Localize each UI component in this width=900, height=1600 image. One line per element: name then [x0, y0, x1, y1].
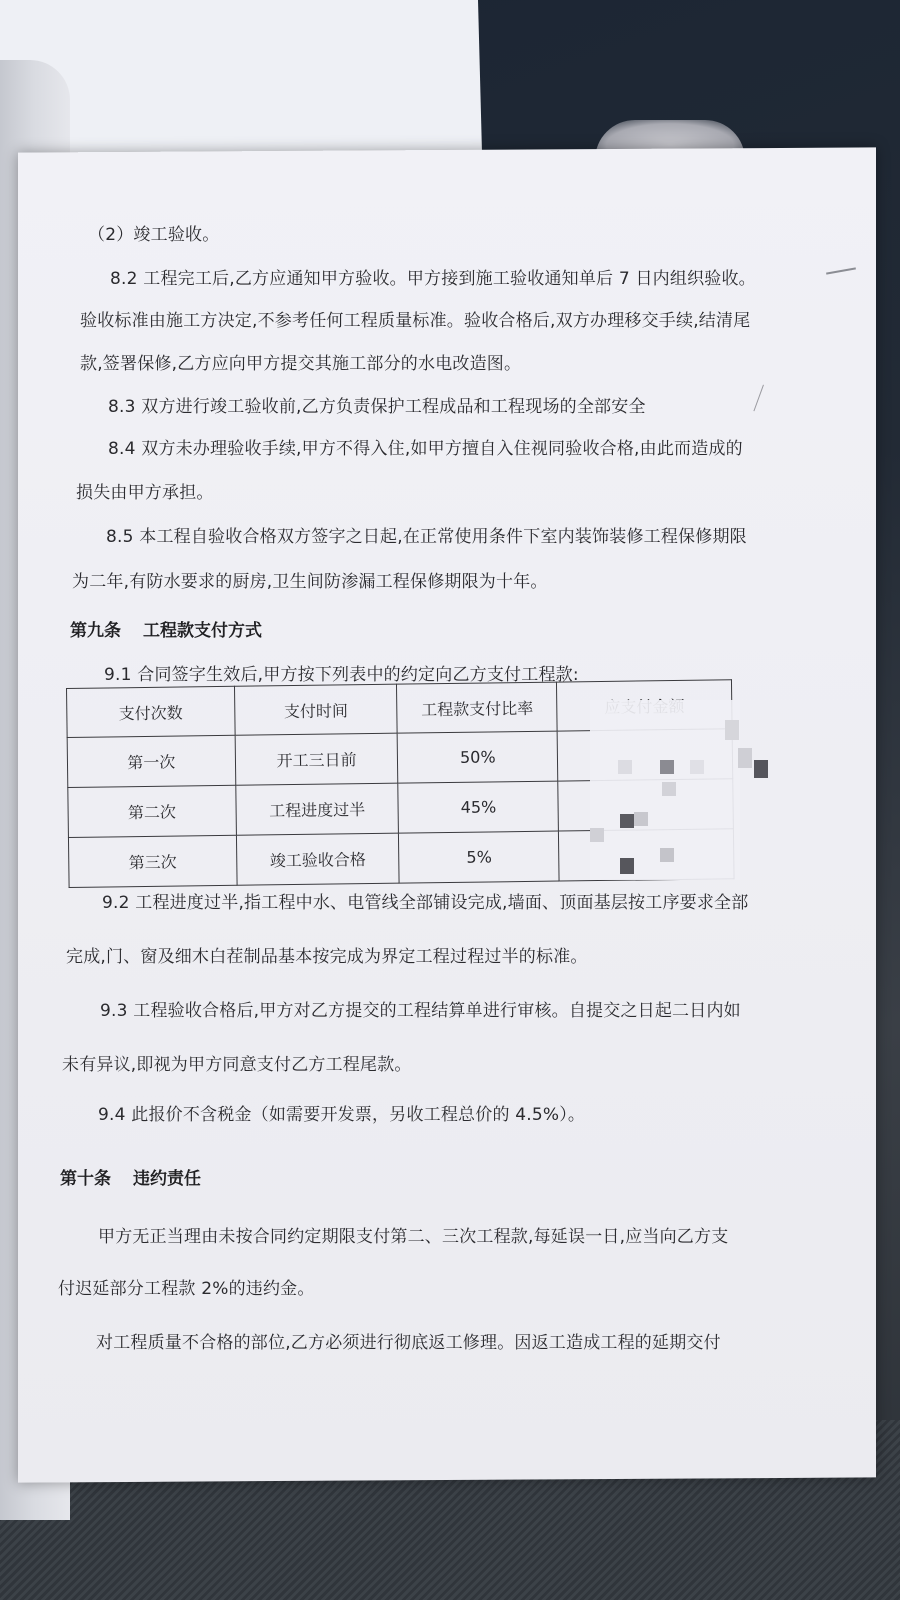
clause-8-2-line2: 验收标准由施工方决定,不参考任何工程质量标准。验收合格后,双方办理移交手续,结清尾	[80, 311, 751, 331]
cell-ratio: 5%	[399, 831, 560, 883]
cell-time: 工程进度过半	[235, 783, 398, 835]
clause-10-line1: 甲方无正当理由未按合同约定期限支付第二、三次工程款,每延误一日,应当向乙方支	[98, 1227, 729, 1247]
cell-ratio: 50%	[398, 731, 559, 783]
article-10-title: 违约责任	[133, 1169, 201, 1189]
clause-8-4-line1: 8.4 双方未办理验收手续,甲方不得入住,如甲方擅自入住视同验收合格,由此而造成的	[108, 439, 743, 459]
clause-8-3: 8.3 双方进行竣工验收前,乙方负责保护工程成品和工程现场的全部安全	[108, 397, 646, 417]
clause-9-2-line1: 9.2 工程进度过半,指工程中水、电管线全部铺设完成,墙面、顶面基层按工序要求全部	[102, 893, 749, 913]
cell-ratio: 45%	[398, 781, 559, 833]
clause-9-3-line1: 9.3 工程验收合格后,甲方对乙方提交的工程结算单进行审核。自提交之日起二日内如	[100, 1001, 741, 1021]
clause-8-2-line1: 8.2 工程完工后,乙方应通知甲方验收。甲方接到施工验收通知单后 7 日内组织验收。	[110, 269, 756, 289]
column-header-times: 支付次数	[67, 686, 235, 737]
clause-8-1-sub: （2）竣工验收。	[88, 225, 220, 245]
clause-9-2-line2: 完成,门、窗及细木白茬制品基本按完成为界定工程过程过半的标准。	[66, 947, 588, 967]
clause-9-1: 9.1 合同签字生效后,甲方按下列表中的约定向乙方支付工程款:	[104, 665, 579, 685]
cell-times: 第三次	[68, 835, 236, 887]
article-10-number: 第十条	[60, 1169, 111, 1189]
article-9-title: 工程款支付方式	[143, 621, 262, 641]
clause-9-4: 9.4 此报价不含税金（如需要开发票，另收工程总价的 4.5%）。	[98, 1105, 586, 1125]
article-10-heading	[60, 1164, 201, 1189]
cell-time: 开工三日前	[235, 733, 398, 785]
column-header-ratio: 工程款支付比率	[397, 682, 558, 733]
article-9-heading	[70, 616, 262, 641]
article-9-number: 第九条	[70, 621, 121, 641]
clause-8-5-line2: 为二年,有防水要求的厨房,卫生间防渗漏工程保修期限为十年。	[72, 572, 548, 592]
clause-8-5-line1: 8.5 本工程自验收合格双方签字之日起,在正常使用条件下室内装饰装修工程保修期限	[106, 527, 747, 547]
column-header-time: 支付时间	[234, 684, 397, 735]
cell-times: 第一次	[67, 735, 235, 787]
clause-8-4-line2: 损失由甲方承担。	[76, 483, 214, 503]
clause-10-line3: 对工程质量不合格的部位,乙方必须进行彻底返工修理。因返工造成工程的延期交付	[96, 1333, 721, 1353]
redaction-mosaic	[590, 700, 740, 880]
cell-times: 第二次	[68, 785, 236, 837]
cell-time: 竣工验收合格	[236, 833, 399, 885]
clause-8-2-line3: 款,签署保修,乙方应向甲方提交其施工部分的水电改造图。	[80, 354, 522, 374]
clause-10-line2: 付迟延部分工程款 2%的违约金。	[58, 1279, 315, 1299]
clause-9-3-line2: 未有异议,即视为甲方同意支付乙方工程尾款。	[62, 1055, 412, 1075]
